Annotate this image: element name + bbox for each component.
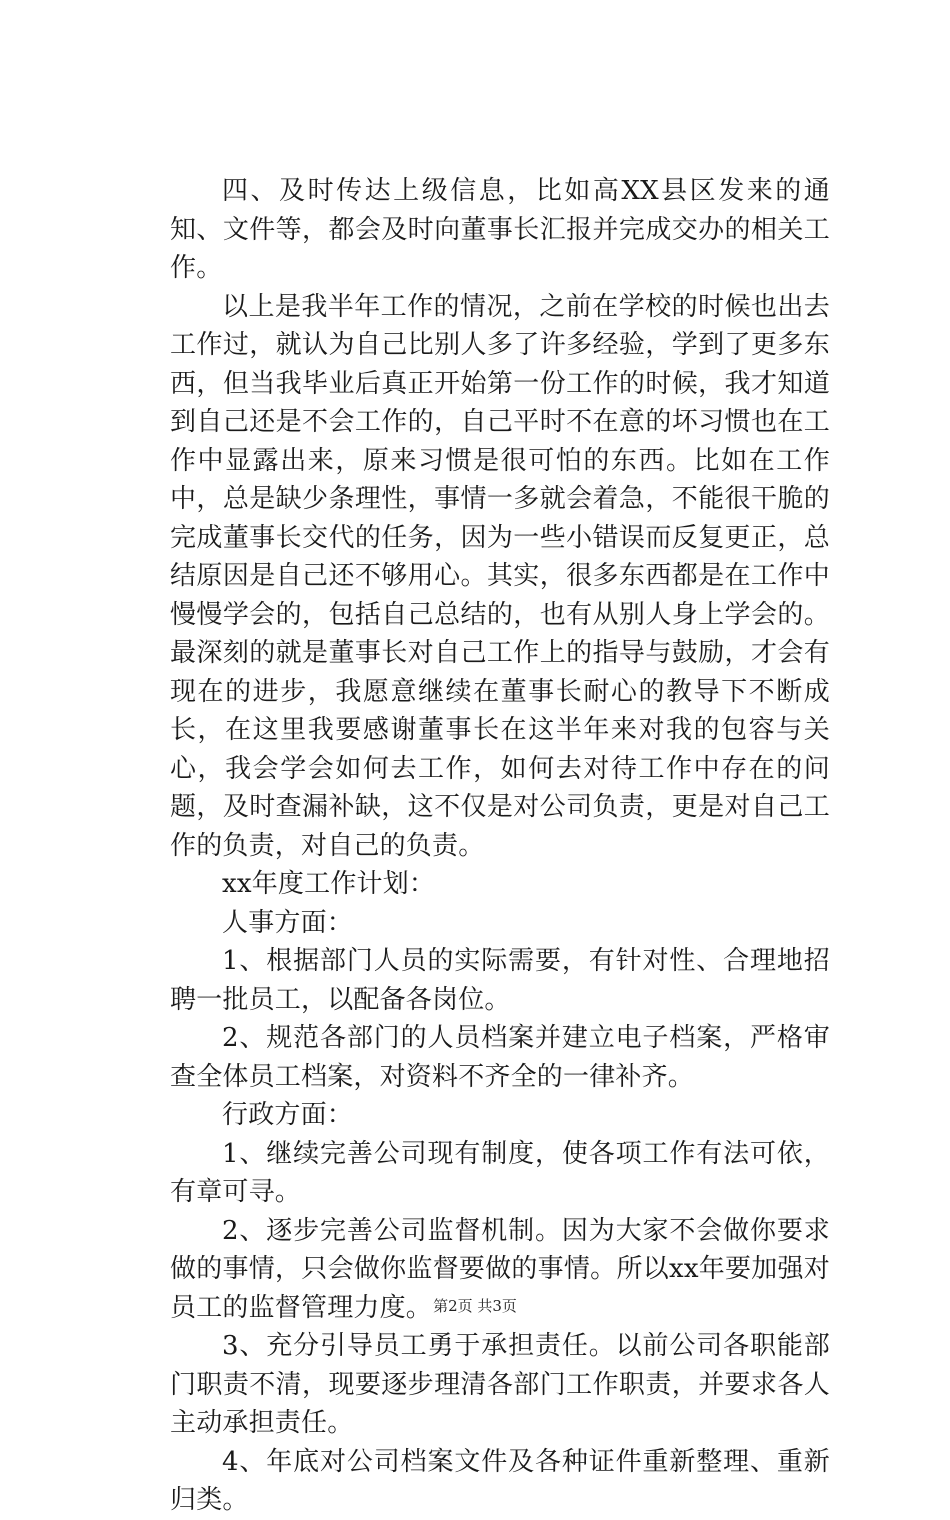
administration-item-1: 1、继续完善公司现有制度，使各项工作有法可依，有章可寻。 — [170, 1138, 830, 1207]
paragraph-summary: 以上是我半年工作的情况，之前在学校的时候也出去工作过，就认为自己比别人多了许多经验，学到了更多东西，但当我毕业后真正开始第一份工作的时候，我才知道到自己还是不会工作的，自己平时不在意的坏习惯也在工作中显露出来，原来习惯是很可怕的东西。比如在工作中，总是缺少条理性，事情一多就会着急，不能很干脆的完成董事长交代的任务，因为一些小错误而反复更正，总结原因是自己还不够用心。其实，很多东西都是在工作中慢慢学会的，包括自己总结的，也有从别人身上学会的。最深刻的就是董事长对自己工作上的指导与鼓励，才会有现在的进步，我愿意继续在董事长耐心的教导下不断成长，在这里我要感谢董事长在这半年来对我的包容与关心，我会学会如何去工作，如何去对待工作中存在的问题，及时查漏补缺，这不仅是对公司负责，更是对自己工作的负责，对自己的负责。 — [170, 291, 830, 861]
personnel-item-1: 1、根据部门人员的实际需要，有针对性、合理地招聘一批员工，以配备各岗位。 — [170, 946, 830, 1015]
page-number-footer: 第2页 共3页 — [433, 1297, 517, 1315]
personnel-item-2: 2、规范各部门的人员档案并建立电子档案，严格审查全体员工档案，对资料不齐全的一律补齐。 — [170, 1023, 830, 1092]
administration-item-3: 3、充分引导员工勇于承担责任。以前公司各职能部门职责不清，现要逐步理清各部门工作职责，并要求各人主动承担责任。 — [170, 1331, 830, 1438]
section-heading-plan: xx年度工作计划： — [222, 869, 436, 899]
subheading-personnel: 人事方面： — [222, 907, 354, 938]
document-body — [170, 172, 830, 1520]
paragraph-item-four: 四、及时传达上级信息，比如高XX县区发来的通知、文件等，都会及时向董事长汇报并完成交办的相关工作。 — [170, 176, 830, 283]
administration-item-2: 2、逐步完善公司监督机制。因为大家不会做你要求做的事情，只会做你监督要做的事情。所以xx年要加强对员工的监督管理力度。 — [170, 1215, 830, 1323]
subheading-administration: 行政方面： — [222, 1100, 354, 1130]
administration-item-4: 4、年底对公司档案文件及各种证件重新整理、重新归类。 — [170, 1446, 830, 1515]
